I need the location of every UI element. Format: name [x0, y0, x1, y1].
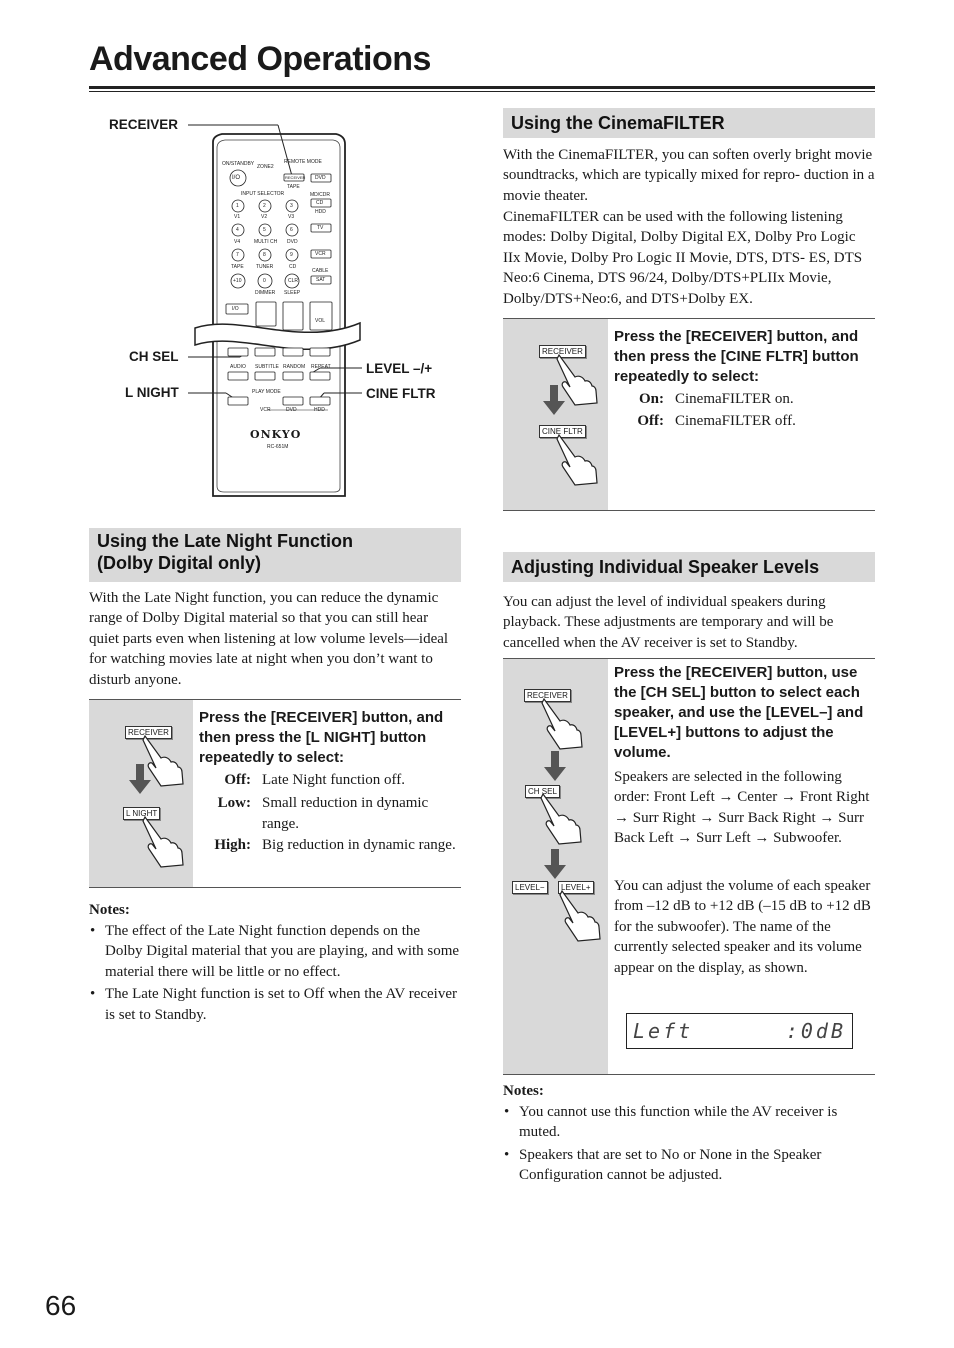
remote-label-input-selector: INPUT SELECTOR — [241, 191, 285, 197]
receiver-button[interactable]: RECEIVER — [539, 345, 586, 358]
speaker-heading: Adjusting Individual Speaker Levels — [503, 552, 875, 582]
note-item: • You cannot use this function while the AV receiver is muted. — [503, 1102, 876, 1143]
late-night-option-row — [199, 793, 457, 834]
speaker-step-illustration — [503, 659, 608, 1074]
remote-key-3[interactable]: 3 — [290, 203, 293, 209]
late-night-para: With the Late Night function, you can reduce the dynamic range of Dolby Digital material so that you can still hear quiet parts even when listening at low volume levels—ideal for watching movies late at night when you don’t want to disturb anyone. — [89, 590, 449, 688]
remote-label-cd: CD — [289, 264, 297, 270]
remote-label-hdd-2: HDD — [314, 407, 325, 413]
remote-label-play-mode: PLAY MODE — [252, 389, 281, 395]
remote-model: RC-651M — [267, 444, 289, 450]
remote-label-vol: VOL — [315, 318, 326, 324]
late-night-heading — [89, 528, 461, 582]
receiver-button[interactable]: RECEIVER — [524, 689, 571, 702]
speaker-step-heading: Press the [RECEIVER] button, use the [CH SEL] button to select each speaker, and use the [LEVEL–] and [LEVEL+] buttons to adjust the volume. — [614, 664, 864, 761]
option-key: On: — [638, 391, 664, 407]
remote-btn-tv[interactable]: TV — [317, 225, 324, 231]
remote-label-tape-2: TAPE — [231, 264, 244, 270]
speaker-order-text: Speakers are selected in the following order: Front Left → Center → Front Right → Surr Right → Surr Back Right → Surr Back Left → Surr Left → Subwoofer. — [614, 769, 870, 847]
speaker-notes-title: Notes: — [503, 1083, 544, 1099]
remote-key-5[interactable]: 5 — [263, 227, 266, 233]
callout-ch-sel: CH SEL — [129, 349, 179, 364]
late-night-step-heading: Press the [RECEIVER] button, and then press the [L NIGHT] button repeatedly to select: — [199, 709, 444, 766]
option-value: Late Night function off. — [262, 772, 406, 788]
remote-label-subtitle: SUBTITLE — [255, 364, 279, 370]
remote-receiver-btn[interactable]: RECEIVER — [285, 175, 306, 180]
level-display — [626, 1013, 853, 1049]
remote-key-9[interactable]: 9 — [290, 252, 293, 258]
remote-btn-sat[interactable]: SAT — [316, 277, 326, 283]
cinema-step-heading: Press the [RECEIVER] button, and then press the [CINE FLTR] button repeatedly to select: — [614, 328, 859, 385]
cine-fltr-button[interactable]: CINE FLTR — [539, 425, 586, 438]
down-arrow-icon — [543, 385, 565, 415]
remote-label-sleep: SLEEP — [284, 290, 301, 296]
remote-label-v2: V2 — [261, 214, 268, 220]
remote-label-dimmer: DIMMER — [255, 290, 276, 296]
pointing-hand-icon — [558, 887, 602, 943]
cinema-option-row — [614, 411, 872, 432]
title-rule-thin — [89, 91, 875, 92]
late-night-option-row — [199, 770, 457, 791]
cinema-para-1: With the CinemaFILTER, you can soften overly bright movie soundtracks, which are typically mixed for repro- duction in a movie theater. — [503, 147, 875, 204]
callout-level: LEVEL –/+ — [366, 361, 433, 376]
remote-power-icon-2[interactable]: I/O — [232, 306, 239, 312]
level-minus-button[interactable]: LEVEL− — [512, 881, 548, 894]
option-value: Small reduction in dynamic range. — [262, 795, 429, 832]
remote-label-tuner: TUNER — [256, 264, 274, 270]
display-channel: Left — [633, 1019, 694, 1043]
remote-key-1[interactable]: 1 — [236, 203, 239, 209]
late-night-heading-line1: Using the Late Night Function — [97, 531, 353, 551]
remote-key-2[interactable]: 2 — [263, 203, 266, 209]
remote-label-repeat: REPEAT — [311, 364, 331, 370]
down-arrow-icon — [129, 764, 151, 794]
remote-label-dvd-2: DVD — [286, 407, 297, 413]
pointing-hand-icon — [555, 431, 599, 487]
page-title: Advanced Operations — [89, 40, 431, 78]
note-item: • Speakers that are set to No or None in the Speaker Configuration cannot be adjusted. — [503, 1145, 876, 1186]
remote-label-tape: TAPE — [287, 184, 300, 190]
callout-cine-fltr: CINE FLTR — [366, 386, 436, 401]
page-number: 66 — [45, 1290, 77, 1321]
remote-label-vcr: VCR — [260, 407, 271, 413]
remote-btn-cd[interactable]: CD — [316, 200, 324, 206]
l-night-button[interactable]: L NIGHT — [123, 807, 160, 820]
remote-key-plus10[interactable]: +10 — [233, 278, 242, 284]
pointing-hand-icon — [540, 695, 584, 751]
ch-sel-button[interactable]: CH SEL — [525, 785, 560, 798]
remote-label-md-cdr: MD/CDR — [310, 192, 330, 198]
remote-label-v1: V1 — [234, 214, 241, 220]
receiver-button[interactable]: RECEIVER — [125, 726, 172, 739]
callout-receiver: RECEIVER — [109, 117, 179, 132]
late-night-option-row — [199, 835, 457, 856]
pointing-hand-icon — [141, 813, 185, 869]
remote-key-0[interactable]: 0 — [263, 278, 266, 284]
cinema-step-box — [503, 318, 875, 511]
cinema-option-row — [614, 389, 872, 410]
remote-label-audio: AUDIO — [230, 364, 246, 370]
remote-brand-logo: ONKYO — [250, 428, 302, 441]
remote-illustration — [100, 108, 460, 508]
note-item: • The Late Night function is set to Off when the AV receiver is set to Standby. — [89, 984, 461, 1025]
remote-key-6[interactable]: 6 — [290, 227, 293, 233]
remote-label-cable: CABLE — [312, 268, 329, 274]
remote-label-onstandby: ON/STANDBY — [222, 161, 255, 167]
remote-btn-vcr[interactable]: VCR — [315, 251, 326, 257]
remote-power-icon[interactable]: I/O — [232, 175, 241, 181]
remote-key-7[interactable]: 7 — [236, 252, 239, 258]
remote-label-dvd: DVD — [287, 239, 298, 245]
remote-label-v3: V3 — [288, 214, 295, 220]
option-key: High: — [214, 837, 251, 853]
cinema-step-illustration — [503, 319, 608, 510]
down-arrow-icon — [544, 751, 566, 781]
pointing-hand-icon — [539, 790, 583, 846]
remote-label-random: RANDOM — [283, 364, 306, 370]
down-arrow-icon — [544, 849, 566, 879]
speaker-range-text: You can adjust the volume of each speaker from –12 dB to +12 dB (–15 dB to +12 dB for the subwoofer). The name of the currently selected speaker and its volume appear on the display, as shown. — [614, 878, 871, 976]
option-value: CinemaFILTER on. — [675, 391, 794, 407]
late-night-step-box — [89, 699, 461, 888]
speaker-notes — [503, 1102, 876, 1188]
option-key: Off: — [224, 772, 251, 788]
option-key: Off: — [637, 413, 664, 429]
speaker-step-box — [503, 658, 875, 1075]
speaker-para: You can adjust the level of individual speakers during playback. These adjustments are temporary and will be cancelled when the AV receiver is set to Standby. — [503, 594, 834, 651]
late-night-heading-line2: (Dolby Digital only) — [97, 553, 261, 573]
remote-label-multi-ch: MULTI CH — [254, 239, 278, 245]
title-rule — [89, 86, 875, 89]
display-level: :0dB — [785, 1019, 846, 1043]
late-night-step-illustration — [89, 700, 193, 887]
remote-label-hdd: HDD — [315, 209, 326, 215]
callout-l-night: L NIGHT — [125, 385, 179, 400]
cinema-para-2: CinemaFILTER can be used with the following listening modes: Dolby Digital, Dolby Digital EX, Dolby Pro Logic IIx Movie, Dolby Pro Logic II Movie, DTS, DTS- ES, DTS Neo:6 Cinema, DTS 96/24, Dolby/DTS+PLIIx Movie, Dolby/DTS+Neo:6, and DTS+Dolby EX. — [503, 209, 863, 307]
option-value: CinemaFILTER off. — [675, 413, 796, 429]
option-value: Big reduction in dynamic range. — [262, 837, 456, 853]
remote-label-remote-mode: REMOTE MODE — [284, 159, 322, 165]
option-key: Low: — [217, 795, 251, 811]
remote-key-8[interactable]: 8 — [263, 252, 266, 258]
remote-btn-dvd[interactable]: DVD — [315, 175, 326, 181]
cinema-heading: Using the CinemaFILTER — [503, 108, 875, 138]
remote-label-v4: V4 — [234, 239, 241, 245]
late-night-notes — [89, 921, 461, 1027]
remote-key-4[interactable]: 4 — [236, 227, 239, 233]
level-plus-button[interactable]: LEVEL+ — [558, 881, 594, 894]
note-item: • The effect of the Late Night function depends on the Dolby Digital material that you are playing, and with some material there will be little or no effect. — [89, 921, 461, 982]
remote-key-clr[interactable]: CLR — [288, 278, 299, 284]
remote-label-zone2: ZONE2 — [257, 164, 274, 170]
late-night-notes-title: Notes: — [89, 902, 130, 918]
